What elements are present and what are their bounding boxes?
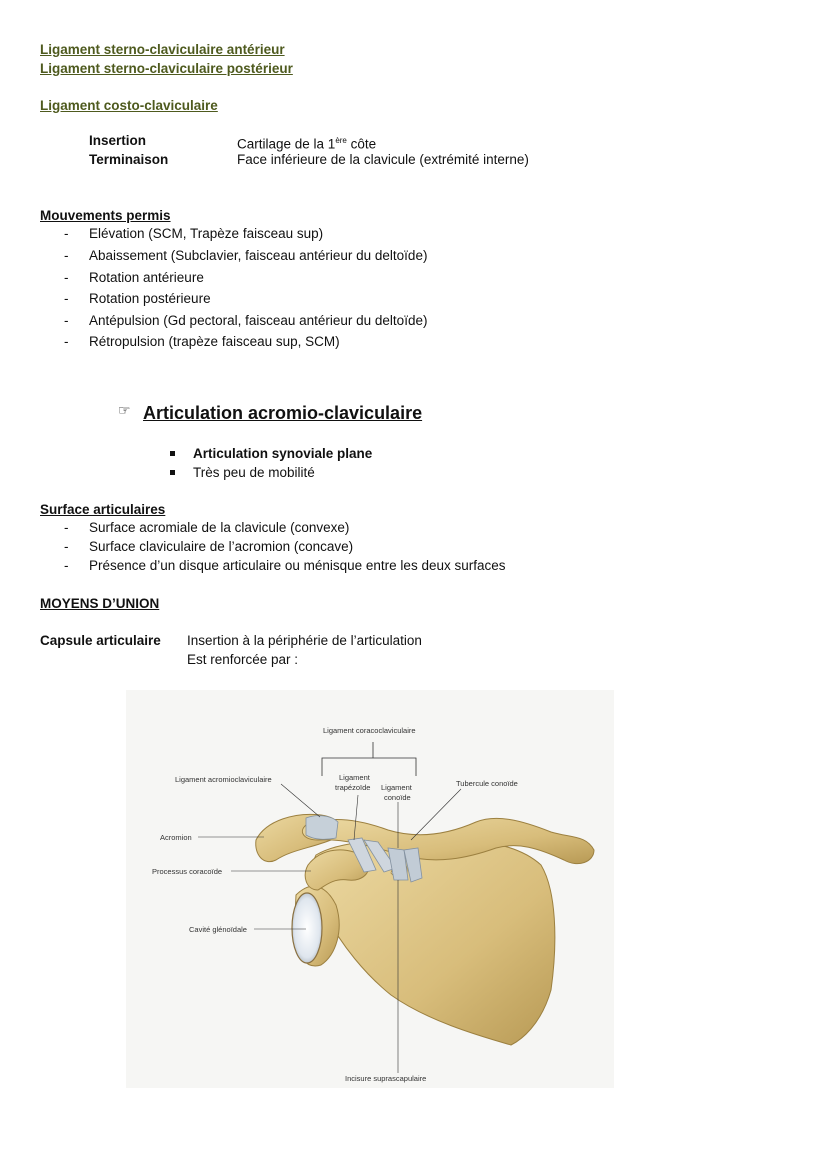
termination-value: Face inférieure de la clavicule (extrémité interne) (237, 152, 529, 167)
label-incisure: Incisure suprascapulaire (345, 1074, 427, 1083)
label-conoid-1: Ligament (381, 783, 412, 792)
square-bullet-icon (170, 470, 175, 475)
bullet-item: Très peu de mobilité (193, 465, 315, 480)
ligament-costo-heading: Ligament costo-claviculaire (40, 98, 218, 113)
label-acromioclavicular: Ligament acromioclaviculaire (175, 775, 272, 784)
label-coracoid: Processus coracoïde (152, 867, 223, 876)
anatomy-figure (126, 690, 614, 1088)
termination-label: Terminaison (89, 152, 169, 167)
union-heading: MOYENS D’UNION (40, 596, 160, 611)
square-bullet-icon (170, 451, 175, 456)
insertion-label: Insertion (89, 133, 147, 148)
ligament-sterno-ant-heading: Ligament sterno-claviculaire antérieur (40, 42, 285, 57)
ligament-sterno-post-heading: Ligament sterno-claviculaire postérieur (40, 61, 293, 76)
insertion-value: Cartilage de la 1ère côte (237, 136, 377, 152)
label-glenoid: Cavité glénoïdale (189, 925, 247, 934)
label-trapezoid-2: trapézoïde (335, 783, 371, 792)
pointing-hand-icon: ☞ (118, 402, 131, 418)
capsule-line-2: Est renforcée par : (187, 652, 299, 667)
label-acromion: Acromion (160, 833, 192, 842)
movements-heading: Mouvements permis (40, 208, 171, 223)
label-tubercule: Tubercule conoïde (456, 779, 518, 788)
label-coracoclavicular: Ligament coracoclaviculaire (323, 726, 416, 735)
label-trapezoid-1: Ligament (339, 773, 370, 782)
surfaces-heading: Surface articulaires (40, 502, 166, 517)
capsule-line-1: Insertion à la périphérie de l’articulation (187, 633, 422, 648)
capsule-label: Capsule articulaire (40, 633, 161, 648)
bullet-item: Articulation synoviale plane (193, 446, 373, 461)
section-title: Articulation acromio-claviculaire (143, 403, 423, 423)
label-conoid-2: conoïde (384, 793, 411, 802)
glenoid-cavity (292, 893, 322, 963)
